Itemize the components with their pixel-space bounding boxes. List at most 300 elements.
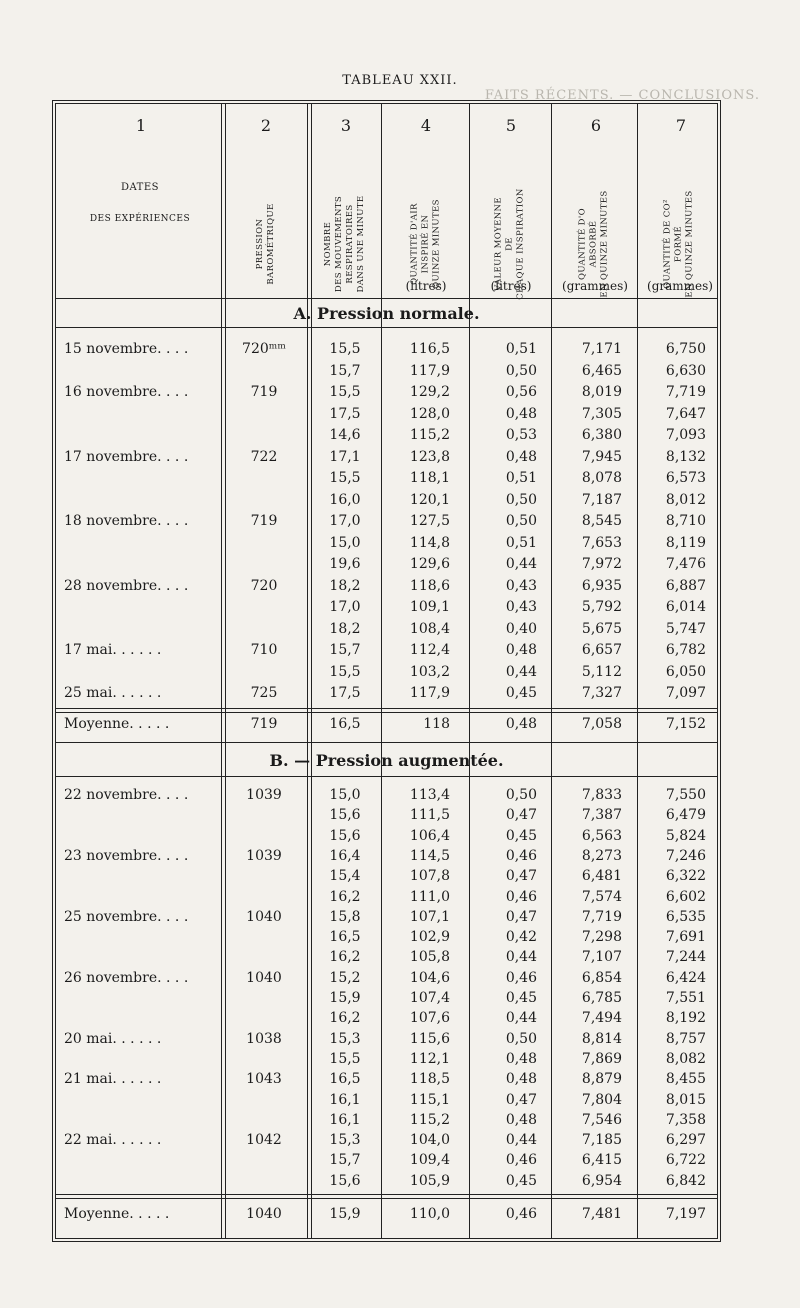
cell-m: 15,6 <box>329 1172 361 1189</box>
table-row <box>56 363 717 383</box>
cell-val: 0,48 <box>505 1050 537 1067</box>
table-title: TABLEAU XXII. <box>342 73 458 88</box>
cell-val: 0,50 <box>505 513 537 529</box>
header-line: DANS UNE MINUTE <box>356 195 366 293</box>
cell-co2: 8,012 <box>665 491 706 508</box>
row-date: 18 novembre. . . . <box>64 513 189 529</box>
cell-m: 16,2 <box>329 1010 361 1027</box>
cell-co2: 6,322 <box>665 868 706 885</box>
cell-o: 5,112 <box>581 663 622 680</box>
cell-co2: 8,710 <box>665 513 706 529</box>
cell-val: 0,48 <box>505 405 537 422</box>
row-date: 17 mai. . . . . . <box>64 642 162 658</box>
cell-co2: 6,842 <box>665 1172 706 1189</box>
header-line: QUANTITÉ DE CO² <box>662 199 673 289</box>
unit-co2: (grammes) <box>647 279 713 293</box>
cell-co2: 6,479 <box>665 807 706 824</box>
cell-co2: 7,152 <box>665 716 706 732</box>
cell-val: 0,45 <box>505 990 537 1006</box>
cell-o: 8,814 <box>581 1030 622 1047</box>
cell-m: 15,5 <box>329 384 361 400</box>
cell-co2: 8,455 <box>665 1071 706 1088</box>
cell-co2: 8,192 <box>665 1010 706 1027</box>
table-row <box>56 1132 717 1152</box>
cell-co2: 6,424 <box>665 969 706 986</box>
cell-o: 7,327 <box>581 685 622 701</box>
cell-m: 15,0 <box>329 787 361 803</box>
table-row <box>56 1206 717 1226</box>
cell-o: 7,107 <box>581 949 622 966</box>
table-row <box>56 341 717 361</box>
table-row <box>56 889 717 909</box>
col-number: 1 <box>135 116 147 135</box>
cell-air: 115,1 <box>409 1091 450 1108</box>
cell-val: 0,47 <box>505 807 537 824</box>
cell-co2: 7,647 <box>665 405 706 422</box>
cell-val: 0,44 <box>505 663 537 680</box>
table-row <box>56 642 717 662</box>
cell-m: 15,7 <box>329 362 361 379</box>
row-date: 21 mai. . . . . . <box>64 1071 162 1088</box>
cell-m: 16,5 <box>329 716 361 732</box>
cell-m: 15,5 <box>329 663 361 680</box>
header-rule <box>56 298 717 299</box>
cell-co2: 7,550 <box>665 787 706 803</box>
row-date: 22 novembre. . . . <box>64 787 189 803</box>
table-row <box>56 599 717 619</box>
cell-m: 16,2 <box>329 888 361 905</box>
cell-air: 117,9 <box>409 362 450 379</box>
cell-m: 16,2 <box>329 949 361 966</box>
cell-air: 107,1 <box>409 908 450 925</box>
cell-m: 15,7 <box>329 1152 361 1169</box>
cell-air: 104,6 <box>409 969 450 986</box>
header-line: BAROMÉTRIQUE <box>266 203 276 285</box>
table-row <box>56 1051 717 1071</box>
cell-m: 16,5 <box>329 929 361 946</box>
cell-air: 127,5 <box>409 513 450 529</box>
cell-val: 0,46 <box>505 847 537 864</box>
cell-m: 15,5 <box>329 341 361 357</box>
cell-val: 0,44 <box>505 556 537 572</box>
cell-o: 7,869 <box>581 1050 622 1067</box>
cell-m: 15,7 <box>329 642 361 658</box>
cell-pressure: 1042 <box>246 1132 282 1149</box>
unit-valeur: (litres) <box>490 279 532 293</box>
table-row <box>56 1031 717 1051</box>
cell-pressure: 720ᵐᵐ <box>242 341 286 357</box>
section-rule <box>56 327 717 328</box>
cell-val: 0,51 <box>505 341 537 357</box>
cell-air: 102,9 <box>409 929 450 946</box>
header-line: ABSORBÉ <box>588 220 599 268</box>
cell-air: 111,0 <box>409 888 450 905</box>
table-row <box>56 621 717 641</box>
cell-m: 14,6 <box>329 427 361 443</box>
cell-val: 0,43 <box>505 577 537 594</box>
running-head: FAITS RÉCENTS. — CONCLUSIONS. <box>484 88 760 103</box>
cell-val: 0,43 <box>505 599 537 615</box>
cell-co2: 6,297 <box>665 1132 706 1149</box>
cell-m: 15,4 <box>329 868 361 885</box>
cell-co2: 7,097 <box>665 685 706 701</box>
cell-air: 111,5 <box>409 807 450 824</box>
cell-val: 0,47 <box>505 868 537 885</box>
cell-air: 106,4 <box>409 827 450 844</box>
cell-m: 15,3 <box>329 1132 361 1149</box>
cell-pressure: 725 <box>250 685 278 701</box>
cell-val: 0,48 <box>505 716 537 732</box>
cell-co2: 8,132 <box>665 448 706 465</box>
cell-air: 114,5 <box>409 847 450 864</box>
header-pression <box>255 203 277 284</box>
cell-o: 7,945 <box>581 448 622 465</box>
cell-o: 5,675 <box>581 620 622 637</box>
cell-air: 118 <box>423 716 450 732</box>
cell-val: 0,50 <box>505 491 537 508</box>
cell-m: 17,1 <box>329 448 361 465</box>
cell-o: 7,719 <box>581 908 622 925</box>
data-table <box>52 100 721 1242</box>
cell-co2: 8,757 <box>665 1030 706 1047</box>
cell-pressure: 722 <box>250 448 278 465</box>
cell-co2: 7,197 <box>665 1206 706 1222</box>
cell-pressure: 720 <box>250 577 278 594</box>
cell-m: 18,2 <box>329 577 361 594</box>
cell-air: 117,9 <box>409 685 450 701</box>
cell-val: 0,48 <box>505 642 537 658</box>
cell-air: 108,4 <box>409 620 450 637</box>
table-row <box>56 909 717 929</box>
col-number: 4 <box>420 116 432 135</box>
cell-pressure: 1040 <box>246 969 282 986</box>
cell-pressure: 1040 <box>246 1206 282 1222</box>
cell-co2: 6,535 <box>665 908 706 925</box>
cell-co2: 8,015 <box>665 1091 706 1108</box>
cell-val: 0,56 <box>505 384 537 400</box>
cell-o: 7,187 <box>581 491 622 508</box>
cell-o: 7,494 <box>581 1010 622 1027</box>
cell-co2: 7,244 <box>665 949 706 966</box>
cell-pressure: 719 <box>250 384 278 400</box>
cell-air: 118,1 <box>409 470 450 486</box>
cell-m: 16,1 <box>329 1091 361 1108</box>
table-row <box>56 1152 717 1172</box>
cell-o: 7,481 <box>581 1206 622 1222</box>
row-date: 25 novembre. . . . <box>64 908 189 925</box>
cell-co2: 6,887 <box>665 577 706 594</box>
table-row <box>56 848 717 868</box>
table-row <box>56 1092 717 1112</box>
cell-m: 15,9 <box>329 990 361 1006</box>
header-line: DES MOUVEMENTS <box>334 195 344 293</box>
header-line: QUANTITÉ D'AIR <box>409 203 420 285</box>
table-row <box>56 1010 717 1030</box>
cell-air: 107,4 <box>409 990 450 1006</box>
table-row <box>56 449 717 469</box>
cell-air: 103,2 <box>409 663 450 680</box>
cell-air: 118,5 <box>409 1071 450 1088</box>
cell-o: 7,298 <box>581 929 622 946</box>
cell-air: 112,4 <box>409 642 450 658</box>
cell-co2: 5,747 <box>665 620 706 637</box>
cell-val: 0,47 <box>505 908 537 925</box>
cell-o: 7,185 <box>581 1132 622 1149</box>
table-row <box>56 787 717 807</box>
cell-m: 15,6 <box>329 807 361 824</box>
table-row <box>56 470 717 490</box>
table-row <box>56 427 717 447</box>
cell-co2: 7,691 <box>665 929 706 946</box>
cell-o: 8,273 <box>581 847 622 864</box>
table-row <box>56 970 717 990</box>
cell-o: 8,545 <box>581 513 622 529</box>
cell-m: 16,1 <box>329 1111 361 1128</box>
cell-o: 6,954 <box>581 1172 622 1189</box>
table-row <box>56 1071 717 1091</box>
cell-m: 15,8 <box>329 908 361 925</box>
cell-air: 104,0 <box>409 1132 450 1149</box>
moyenne-rule <box>56 708 717 713</box>
header-line: EN QUINZE MINUTES <box>684 190 695 298</box>
cell-air: 128,0 <box>409 405 450 422</box>
header-line: RESPIRATOIRES <box>345 204 355 284</box>
row-date: 22 mai. . . . . . <box>64 1132 162 1149</box>
cell-m: 17,0 <box>329 599 361 615</box>
cell-m: 15,5 <box>329 470 361 486</box>
table-row <box>56 513 717 533</box>
cell-air: 114,8 <box>409 534 450 551</box>
cell-m: 15,6 <box>329 827 361 844</box>
cell-co2: 7,358 <box>665 1111 706 1128</box>
cell-val: 0,50 <box>505 362 537 379</box>
cell-pressure: 1043 <box>246 1071 282 1088</box>
header-line: CHAQUE INSPIRATION <box>515 188 526 300</box>
cell-m: 18,2 <box>329 620 361 637</box>
col-number: 7 <box>675 116 687 135</box>
header-line: QUANTITÉ D'O <box>577 208 588 280</box>
table-row <box>56 406 717 426</box>
table-row <box>56 556 717 576</box>
cell-val: 0,50 <box>505 1030 537 1047</box>
row-date: Moyenne. . . . . <box>64 1206 170 1222</box>
cell-val: 0,48 <box>505 1111 537 1128</box>
table-row <box>56 828 717 848</box>
cell-pressure: 1038 <box>246 1030 282 1047</box>
row-date: Moyenne. . . . . <box>64 716 170 732</box>
cell-m: 17,5 <box>329 685 361 701</box>
col-number: 3 <box>340 116 352 135</box>
cell-val: 0,48 <box>505 448 537 465</box>
cell-o: 7,972 <box>581 556 622 572</box>
cell-o: 7,305 <box>581 405 622 422</box>
section-b-title: B. — Pression augmentée. <box>269 751 504 770</box>
cell-air: 113,4 <box>409 787 450 803</box>
cell-m: 16,5 <box>329 1071 361 1088</box>
cell-o: 6,481 <box>581 868 622 885</box>
cell-co2: 6,750 <box>665 341 706 357</box>
unit-oxygene: (grammes) <box>562 279 628 293</box>
cell-m: 15,2 <box>329 969 361 986</box>
cell-val: 0,44 <box>505 1132 537 1149</box>
cell-air: 129,2 <box>409 384 450 400</box>
cell-m: 17,5 <box>329 405 361 422</box>
cell-air: 123,8 <box>409 448 450 465</box>
cell-pressure: 710 <box>250 642 278 658</box>
col-number: 2 <box>260 116 272 135</box>
cell-o: 6,563 <box>581 827 622 844</box>
cell-o: 6,415 <box>581 1152 622 1169</box>
header-line: EN QUINZE MINUTES <box>599 190 610 298</box>
header-line: NOMBRE <box>323 221 333 267</box>
moyenne-rule <box>56 1194 717 1199</box>
col-number: 6 <box>590 116 602 135</box>
table-row <box>56 807 717 827</box>
cell-co2: 6,602 <box>665 888 706 905</box>
row-date: 16 novembre. . . . <box>64 384 189 400</box>
cell-m: 16,0 <box>329 491 361 508</box>
table-row <box>56 1173 717 1193</box>
header-line: INSPIRÉ EN <box>420 214 431 274</box>
cell-o: 6,785 <box>581 990 622 1006</box>
header-dates-sub: DES EXPÉRIENCES <box>89 214 191 224</box>
cell-val: 0,44 <box>505 949 537 966</box>
cell-o: 8,019 <box>581 384 622 400</box>
cell-pressure: 1039 <box>246 847 282 864</box>
row-date: 17 novembre. . . . <box>64 448 189 465</box>
cell-air: 118,6 <box>409 577 450 594</box>
cell-o: 7,833 <box>581 787 622 803</box>
row-date: 20 mai. . . . . . <box>64 1030 162 1047</box>
cell-m: 15,0 <box>329 534 361 551</box>
cell-co2: 6,630 <box>665 362 706 379</box>
table-row <box>56 990 717 1010</box>
cell-co2: 8,082 <box>665 1050 706 1067</box>
cell-co2: 7,551 <box>665 990 706 1006</box>
cell-air: 105,8 <box>409 949 450 966</box>
cell-o: 8,879 <box>581 1071 622 1088</box>
cell-val: 0,46 <box>505 1206 537 1222</box>
cell-co2: 7,719 <box>665 384 706 400</box>
cell-co2: 6,782 <box>665 642 706 658</box>
header-line: FORMÉ <box>673 225 684 263</box>
cell-val: 0,47 <box>505 1091 537 1108</box>
table-row <box>56 868 717 888</box>
header-line: VALEUR MOYENNE <box>493 197 504 291</box>
table-row <box>56 929 717 949</box>
cell-o: 6,380 <box>581 427 622 443</box>
cell-air: 109,4 <box>409 1152 450 1169</box>
cell-co2: 6,014 <box>665 599 706 615</box>
cell-val: 0,46 <box>505 969 537 986</box>
cell-co2: 8,119 <box>665 534 706 551</box>
cell-val: 0,45 <box>505 1172 537 1189</box>
table-row <box>56 492 717 512</box>
cell-val: 0,51 <box>505 534 537 551</box>
cell-m: 15,9 <box>329 1206 361 1222</box>
cell-air: 116,5 <box>409 341 450 357</box>
cell-o: 7,574 <box>581 888 622 905</box>
cell-co2: 6,573 <box>665 470 706 486</box>
cell-val: 0,46 <box>505 888 537 905</box>
unit-air: (litres) <box>405 279 447 293</box>
cell-val: 0,50 <box>505 787 537 803</box>
cell-o: 7,804 <box>581 1091 622 1108</box>
header-line: PRESSION <box>255 218 265 270</box>
cell-air: 105,9 <box>409 1172 450 1189</box>
table-row <box>56 685 717 705</box>
header-mouvements <box>323 196 367 293</box>
cell-val: 0,48 <box>505 1071 537 1088</box>
header-dates: DATES <box>120 182 159 193</box>
cell-val: 0,46 <box>505 1152 537 1169</box>
cell-air: 129,6 <box>409 556 450 572</box>
header-line: DE <box>504 237 515 251</box>
cell-o: 6,935 <box>581 577 622 594</box>
cell-val: 0,44 <box>505 1010 537 1027</box>
table-row <box>56 716 717 736</box>
cell-co2: 6,722 <box>665 1152 706 1169</box>
cell-o: 7,653 <box>581 534 622 551</box>
cell-co2: 5,824 <box>665 827 706 844</box>
moyenne-rule <box>56 742 717 743</box>
cell-m: 15,3 <box>329 1030 361 1047</box>
cell-pressure: 1040 <box>246 908 282 925</box>
cell-air: 115,2 <box>409 427 450 443</box>
cell-co2: 6,050 <box>665 663 706 680</box>
cell-air: 112,1 <box>409 1050 450 1067</box>
cell-pressure: 719 <box>250 716 278 732</box>
cell-co2: 7,246 <box>665 847 706 864</box>
table-row <box>56 578 717 598</box>
cell-o: 5,792 <box>581 599 622 615</box>
cell-pressure: 1039 <box>246 787 282 803</box>
col-number: 5 <box>505 116 517 135</box>
cell-m: 19,6 <box>329 556 361 572</box>
cell-val: 0,45 <box>505 827 537 844</box>
cell-val: 0,45 <box>505 685 537 701</box>
cell-val: 0,42 <box>505 929 537 946</box>
cell-o: 7,387 <box>581 807 622 824</box>
row-date: 25 mai. . . . . . <box>64 685 162 701</box>
header-air <box>410 199 443 289</box>
table-row <box>56 949 717 969</box>
cell-air: 109,1 <box>409 599 450 615</box>
cell-air: 115,2 <box>409 1111 450 1128</box>
cell-o: 6,465 <box>581 362 622 379</box>
cell-o: 8,078 <box>581 470 622 486</box>
cell-air: 107,6 <box>409 1010 450 1027</box>
row-date: 15 novembre. . . . <box>64 341 189 357</box>
cell-o: 6,657 <box>581 642 622 658</box>
cell-air: 115,6 <box>409 1030 450 1047</box>
cell-m: 15,5 <box>329 1050 361 1067</box>
cell-o: 7,171 <box>581 341 622 357</box>
cell-o: 7,546 <box>581 1111 622 1128</box>
table-row <box>56 1112 717 1132</box>
cell-air: 107,8 <box>409 868 450 885</box>
section-rule <box>56 776 717 777</box>
cell-air: 110,0 <box>409 1206 450 1222</box>
table-row <box>56 664 717 684</box>
cell-pressure: 719 <box>250 513 278 529</box>
cell-o: 7,058 <box>581 716 622 732</box>
cell-val: 0,51 <box>505 470 537 486</box>
cell-o: 6,854 <box>581 969 622 986</box>
row-date: 28 novembre. . . . <box>64 577 189 594</box>
row-date: 26 novembre. . . . <box>64 969 189 986</box>
cell-m: 16,4 <box>329 847 361 864</box>
